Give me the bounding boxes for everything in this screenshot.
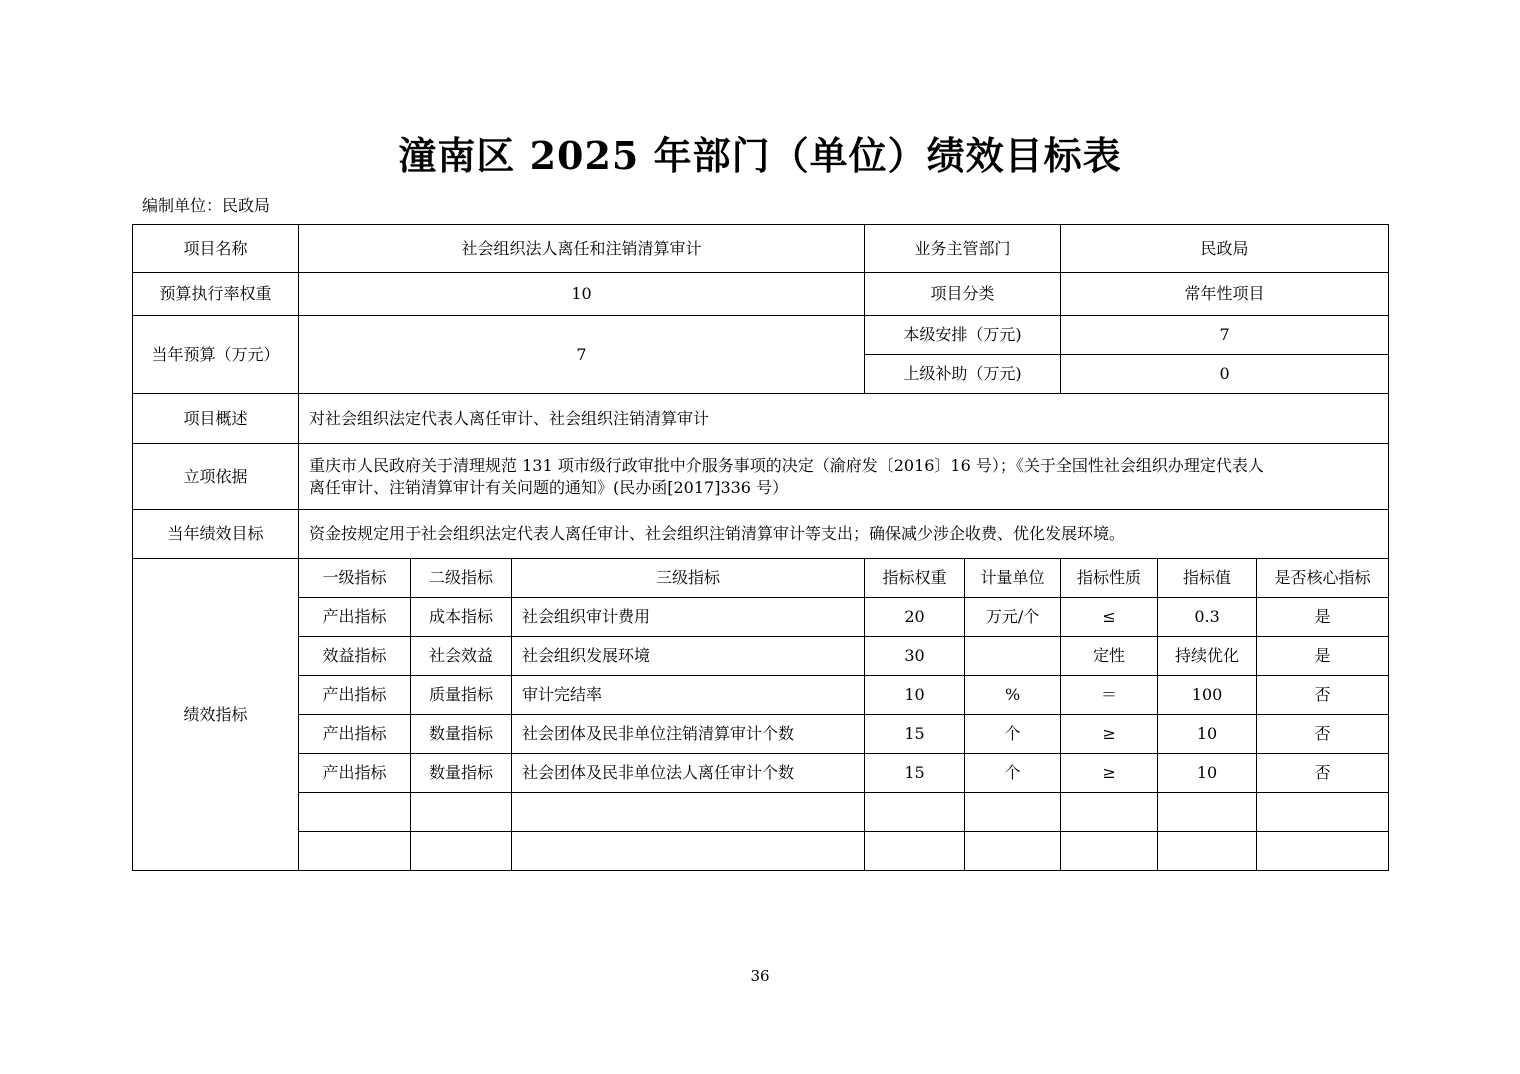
cell-nature (1061, 793, 1158, 832)
performance-table (132, 224, 1389, 871)
basis-label: 立项依据 (133, 444, 299, 510)
cell-level2: 数量指标 (411, 754, 512, 793)
overview-label: 项目概述 (133, 394, 299, 444)
local-value: 7 (1061, 316, 1389, 355)
cell-weight: 20 (865, 598, 965, 637)
goal-label: 当年绩效目标 (133, 510, 299, 559)
cell-value: 10 (1158, 715, 1257, 754)
cell-core (1257, 793, 1389, 832)
cell-unit: 个 (965, 715, 1061, 754)
row-project-name (133, 225, 1389, 273)
cell-level2: 质量指标 (411, 676, 512, 715)
cell-level1: 产出指标 (299, 715, 411, 754)
cell-level1 (299, 793, 411, 832)
cell-level3: 社会团体及民非单位法人离任审计个数 (512, 754, 865, 793)
weight-label: 预算执行率权重 (133, 273, 299, 316)
category-label: 项目分类 (865, 273, 1061, 316)
header-cell: 是否核心指标 (1257, 559, 1389, 598)
table-row (133, 676, 1389, 715)
row-goal (133, 510, 1389, 559)
header-cell: 指标值 (1158, 559, 1257, 598)
cell-level2: 数量指标 (411, 715, 512, 754)
category-value: 常年性项目 (1061, 273, 1389, 316)
cell-level3 (512, 793, 865, 832)
compiling-unit: 编制单位：民政局 (142, 196, 271, 215)
upper-label: 上级补助（万元) (865, 355, 1061, 394)
basis-value (299, 444, 1389, 510)
cell-weight: 10 (865, 676, 965, 715)
cell-value (1158, 832, 1257, 871)
cell-unit (965, 637, 1061, 676)
cell-nature: 定性 (1061, 637, 1158, 676)
weight-value: 10 (299, 273, 865, 316)
indicator-header-row (133, 559, 1389, 598)
cell-core: 否 (1257, 754, 1389, 793)
cell-value: 0.3 (1158, 598, 1257, 637)
budget-value: 7 (299, 316, 865, 394)
basis-line-2: 离任审计、注销清算审计有关问题的通知》(民办函[2017]336 号） (309, 477, 789, 497)
page-number: 36 (750, 967, 770, 985)
table-row (133, 715, 1389, 754)
cell-unit: 万元/个 (965, 598, 1061, 637)
cell-nature: ≥ (1061, 715, 1158, 754)
cell-level1 (299, 832, 411, 871)
table-row-empty (133, 832, 1389, 871)
project-name-value: 社会组织法人离任和注销清算审计 (299, 225, 865, 273)
header-cell: 计量单位 (965, 559, 1061, 598)
cell-level3 (512, 832, 865, 871)
cell-level1: 产出指标 (299, 676, 411, 715)
local-label: 本级安排（万元) (865, 316, 1061, 355)
cell-nature: ＝ (1061, 676, 1158, 715)
header-cell: 指标权重 (865, 559, 965, 598)
cell-level2 (411, 793, 512, 832)
dept-label: 业务主管部门 (865, 225, 1061, 273)
row-basis (133, 444, 1389, 510)
row-weight (133, 273, 1389, 316)
cell-value: 100 (1158, 676, 1257, 715)
cell-nature: ≥ (1061, 754, 1158, 793)
page-title: 潼南区 2025 年部门（单位）绩效目标表 (398, 133, 1122, 178)
cell-level2: 社会效益 (411, 637, 512, 676)
cell-weight (865, 832, 965, 871)
cell-value: 10 (1158, 754, 1257, 793)
cell-weight: 15 (865, 754, 965, 793)
cell-value (1158, 793, 1257, 832)
table-row-empty (133, 793, 1389, 832)
project-name-label: 项目名称 (133, 225, 299, 273)
header-cell: 二级指标 (411, 559, 512, 598)
cell-nature: ≤ (1061, 598, 1158, 637)
cell-level1: 效益指标 (299, 637, 411, 676)
dept-value: 民政局 (1061, 225, 1389, 273)
header-cell: 一级指标 (299, 559, 411, 598)
cell-level2: 成本指标 (411, 598, 512, 637)
header-cell: 三级指标 (512, 559, 865, 598)
cell-weight: 15 (865, 715, 965, 754)
goal-value: 资金按规定用于社会组织法定代表人离任审计、社会组织注销清算审计等支出；确保减少涉企收费、优化发展环境。 (299, 510, 1389, 559)
cell-level2 (411, 832, 512, 871)
budget-label: 当年预算（万元） (133, 316, 299, 394)
cell-core: 否 (1257, 715, 1389, 754)
cell-unit: % (965, 676, 1061, 715)
cell-level3: 社会组织发展环境 (512, 637, 865, 676)
cell-core (1257, 832, 1389, 871)
cell-unit (965, 832, 1061, 871)
basis-line-1: 重庆市人民政府关于清理规范 131 项市级行政审批中介服务事项的决定（渝府发〔2016〕16 号）；《关于全国性社会组织办理定代表人 (309, 455, 1264, 475)
cell-unit: 个 (965, 754, 1061, 793)
table-row (133, 754, 1389, 793)
upper-value: 0 (1061, 355, 1389, 394)
cell-unit (965, 793, 1061, 832)
indicators-label: 绩效指标 (133, 559, 299, 871)
cell-level3: 审计完结率 (512, 676, 865, 715)
cell-level3: 社会组织审计费用 (512, 598, 865, 637)
cell-level1: 产出指标 (299, 754, 411, 793)
row-budget (133, 316, 1389, 355)
cell-value: 持续优化 (1158, 637, 1257, 676)
table-row (133, 637, 1389, 676)
cell-nature (1061, 832, 1158, 871)
cell-core: 是 (1257, 598, 1389, 637)
cell-level1: 产出指标 (299, 598, 411, 637)
header-cell: 指标性质 (1061, 559, 1158, 598)
cell-core: 否 (1257, 676, 1389, 715)
overview-value: 对社会组织法定代表人离任审计、社会组织注销清算审计 (299, 394, 1389, 444)
cell-core: 是 (1257, 637, 1389, 676)
cell-weight: 30 (865, 637, 965, 676)
cell-weight (865, 793, 965, 832)
table-row (133, 598, 1389, 637)
row-overview (133, 394, 1389, 444)
cell-level3: 社会团体及民非单位注销清算审计个数 (512, 715, 865, 754)
